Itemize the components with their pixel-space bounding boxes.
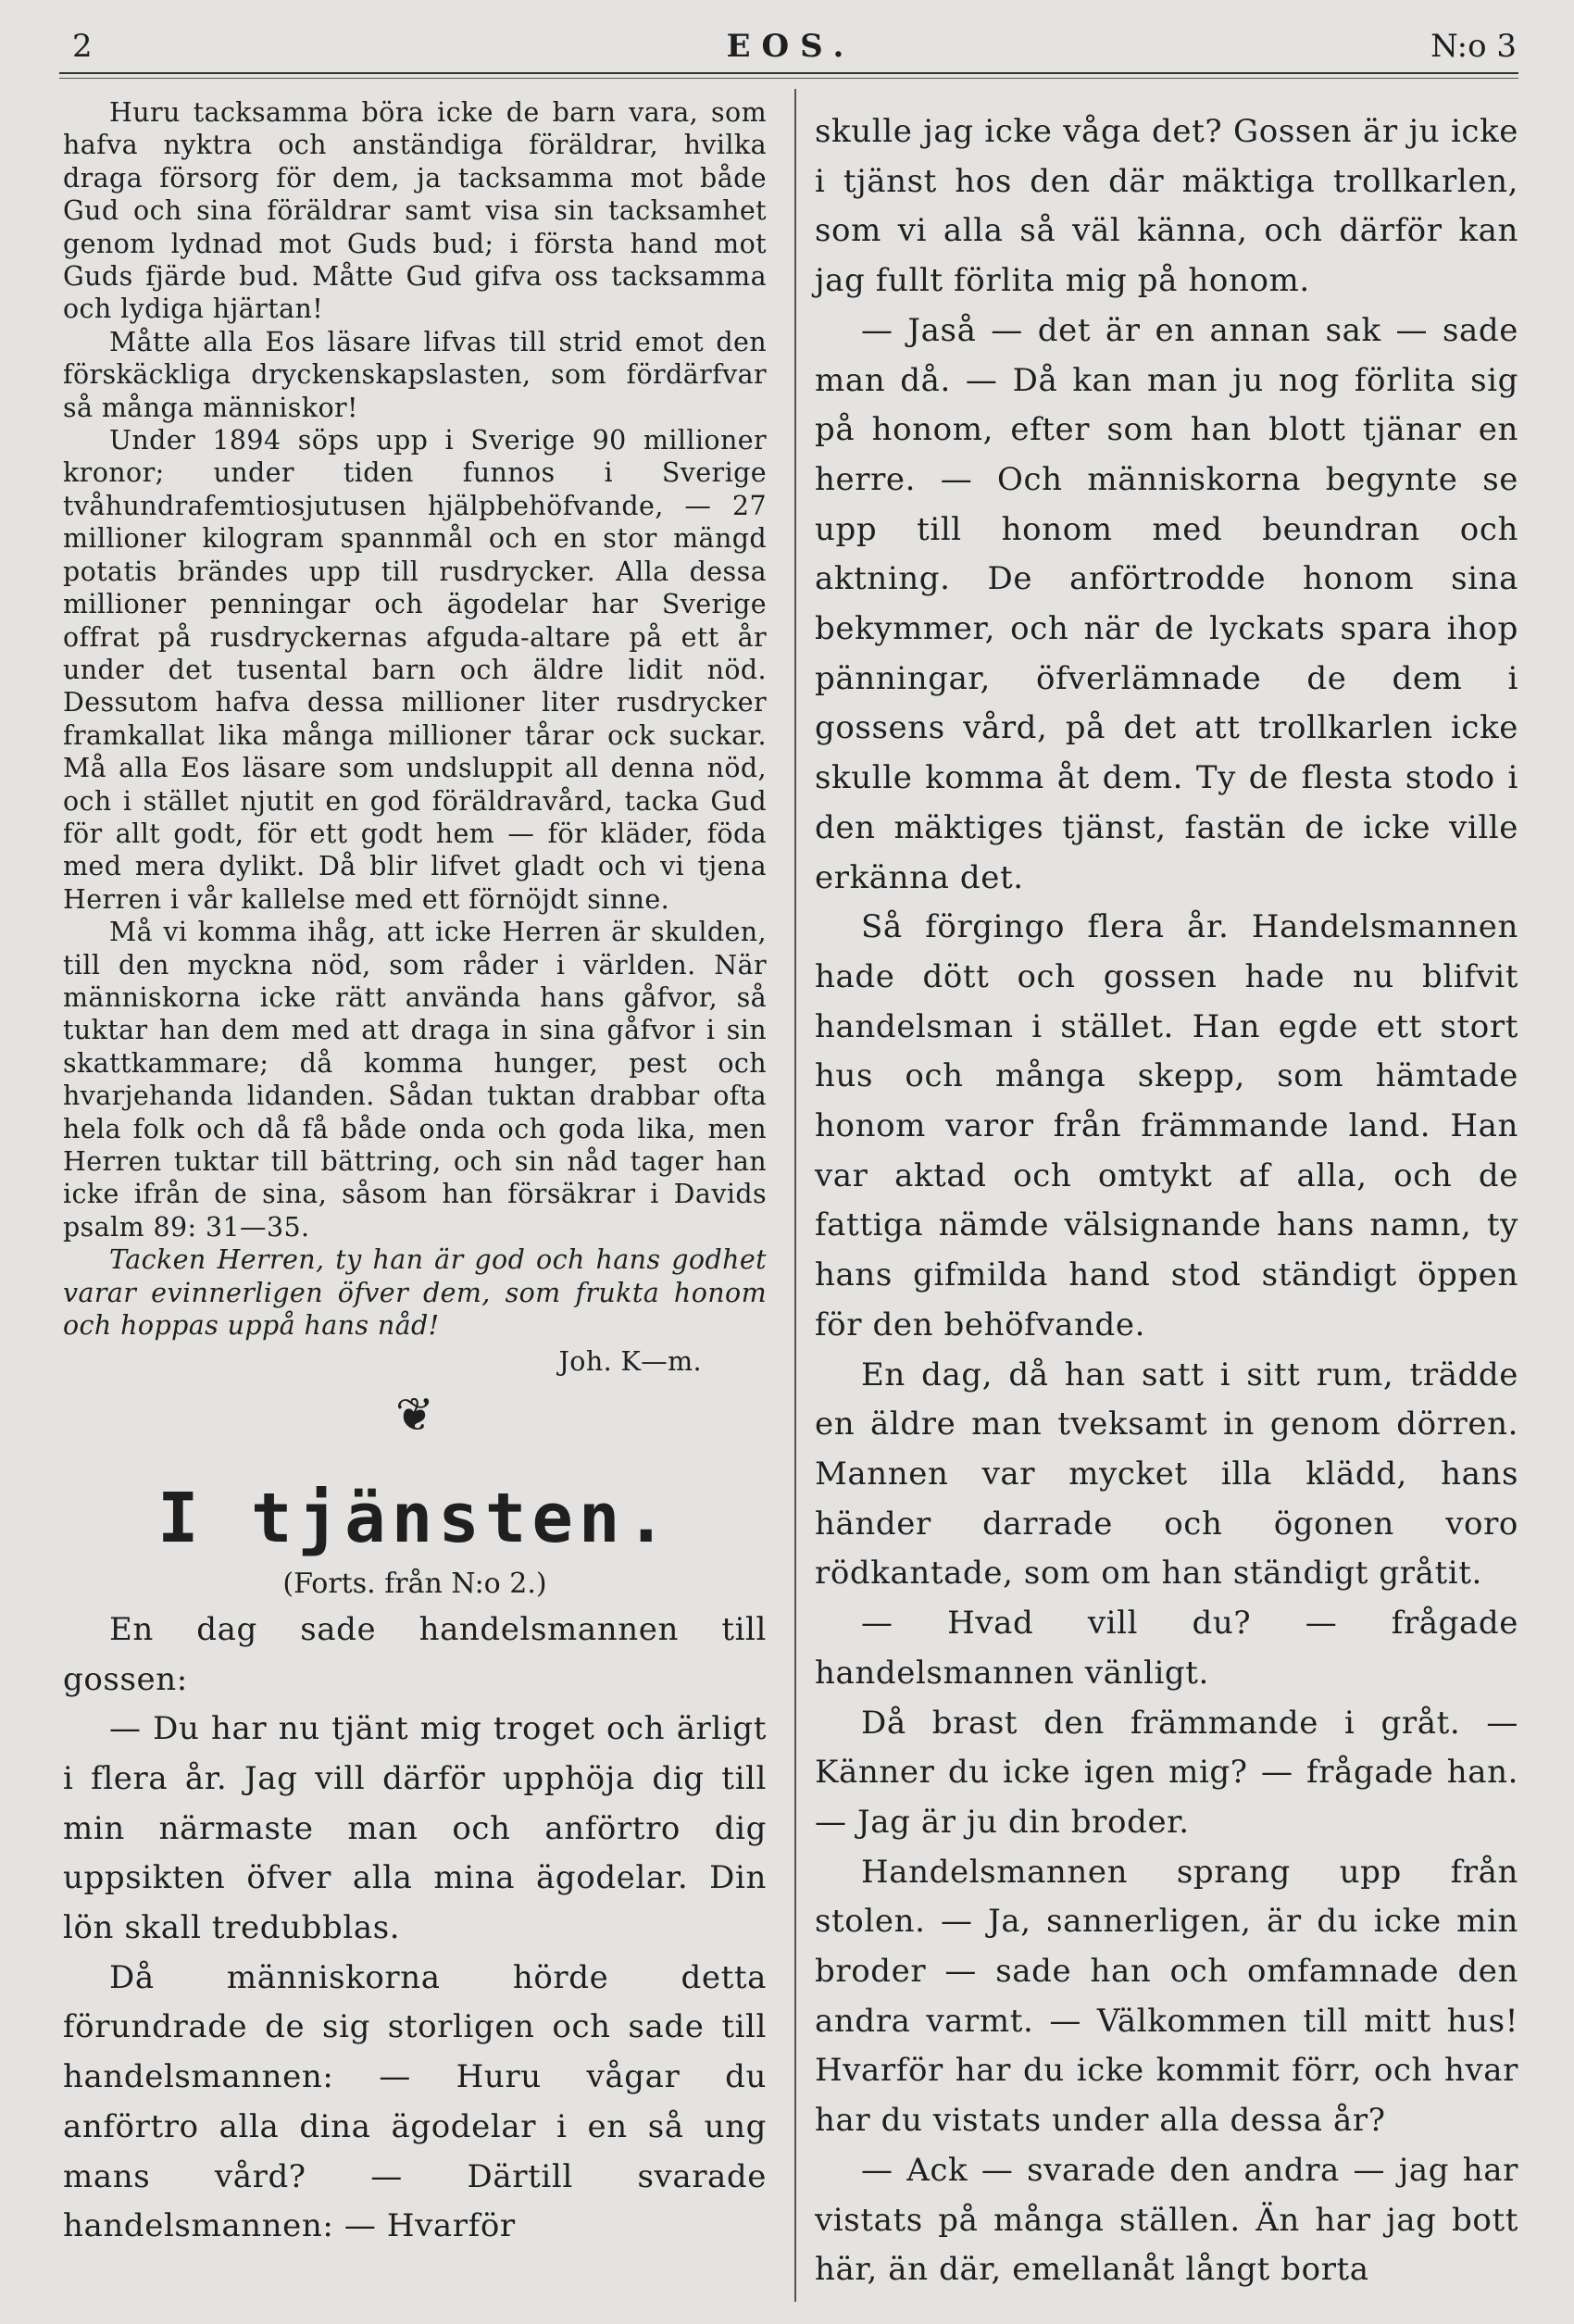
column-divider bbox=[794, 89, 796, 2302]
page-number: 2 bbox=[72, 28, 93, 65]
story-subtitle: (Forts. från N:o 2.) bbox=[282, 1567, 547, 1600]
left-column bbox=[63, 96, 767, 2252]
story-title: I tjänsten. bbox=[156, 1478, 673, 1558]
page-header bbox=[65, 28, 1517, 65]
paragraph: skulle jag icke våga det? Gossen är ju icke i tjänst hos den där mäktiga trollkarlen, som vi alla så väl känna, och därför kan jag fullt förlita mig på honom. bbox=[815, 113, 1518, 300]
header-rule bbox=[59, 72, 1518, 74]
paragraph: — Ack — svarade den andra — jag har vistats på många ställen. Än har jag bott här, än där, emellanåt långt borta bbox=[815, 2151, 1518, 2289]
paragraph: Huru tacksamma böra icke de barn vara, som hafva nyktra och anständiga föräldrar, hvilka draga försorg för dem, ja tacksamma mot både Gud och sina föräldrar samt visa sin tacksamhet genom lydnad mot Guds bud; i första hand mot Guds fjärde bud. Måtte Gud gifva oss tacksamma och lydiga hjärtan! bbox=[63, 97, 767, 325]
paragraph: Under 1894 söps upp i Sverige 90 millioner kronor; under tiden funnos i Sverige tvåhundrafemtiosjutusen hjälpbehöfvande, — 27 millioner kilogram spannmål och en stor mängd potatis brändes upp till rusdrycker. Alla dessa millioner penningar och ägodelar har Sverige offrat på rusdryckernas afguda-altare på ett år under det tusental barn och äldre lidit nöd. Dessutom hafva dessa millioner liter rusdrycker framkallat lika många millioner tårar ock suckar. Må alla Eos läsare som undsluppit all denna nöd, och i stället njutit en god föräldravård, tacka Gud för allt godt, för ett godt hem — för kläder, föda med mera dylikt. Då blir lifvet gladt och vi tjena Herren i vår kallelse med ett förnöjdt sinne. bbox=[63, 425, 767, 915]
paragraph: — Jaså — det är en annan sak — sade man då. — Då kan man ju nog förlita sig på honom, efter som han blott tjänar en herre. — Och människorna begynte se upp till honom med beundran och aktning. De anförtrodde honom sina bekymmer, och när de lyckats spara ihop pänningar, öfverlämnade de dem i gossens vård, på det att trollkarlen icke skulle komma åt dem. Ty de flesta stodo i den mäktiges tjänst, fastän de icke ville erkänna det. bbox=[815, 311, 1518, 896]
header-rule-thin bbox=[59, 78, 1518, 79]
story-body-right bbox=[815, 107, 1518, 2295]
paragraph: Då människorna hörde detta förundrade de sig storligen och sade till handelsmannen: — Huru vågar du anförtro alla dina ägodelar i en så ung mans vård? — Därtill svarade handelsmannen: — Hvarför bbox=[63, 1958, 767, 2245]
issue-number: N:o 3 bbox=[1430, 28, 1517, 65]
signature: Joh. K—m. bbox=[558, 1346, 702, 1378]
story-body-left bbox=[63, 1606, 767, 2252]
masthead: EOS. bbox=[726, 28, 856, 65]
paragraph: En dag, då han satt i sitt rum, trädde en äldre man tveksamt in genom dörren. Mannen var mycket illa klädd, hans händer darrade och ögonen voro rödkantade, som om han ständigt gråtit. bbox=[815, 1356, 1518, 1593]
paragraph: Då brast den främmande i gråt. — Känner du icke igen mig? — frågade han. — Jag är ju din broder. bbox=[815, 1704, 1518, 1841]
paragraph: — Hvad vill du? — frågade handelsmannen vänligt. bbox=[815, 1605, 1518, 1692]
paragraph: Må vi komma ihåg, att icke Herren är skulden, till den myckna nöd, som råder i världen. När människorna icke rätt använda hans gåfvor, så tuktar han dem med att draga in sina gåfvor i sin skattkammare; då komma hunger, pest och hvarjehanda lidanden. Sådan tuktan drabbar ofta hela folk och då få både onda och goda lika, men Herren tuktar till bättring, och sin nåd tager han icke ifrån de sina, såsom han försäkrar i Davids psalm 89: 31—35. bbox=[63, 917, 767, 1243]
paragraph: En dag sade handelsmannen till gossen: bbox=[63, 1610, 767, 1698]
paragraph: — Du har nu tjänt mig troget och ärligt i flera år. Jag vill därför upphöja dig till min närmaste man och anförtro dig uppsikten öfver alla mina ägodelar. Din lön skall tredubblas. bbox=[63, 1710, 767, 1947]
paragraph: Måtte alla Eos läsare lifvas till strid emot den förskäckliga dryckenskapslasten, som fördärfvar så många människor! bbox=[63, 326, 767, 423]
paragraph: Handelsmannen sprang upp från stolen. — Ja, sannerligen, är du icke min broder — sade han och omfamnade den andra varmt. — Välkommen till mitt hus! Hvarför har du icke kommit förr, och hvar har du vistats under alla dessa år? bbox=[815, 1853, 1518, 2140]
paragraph: Så förgingo flera år. Handelsmannen hade dött och gossen hade nu blifvit handelsman i stället. Han egde ett stort hus och många skepp, som hämtade honom varor från främmande land. Han var aktad och omtykt af alla, och de fattiga nämde välsignande hans namn, ty hans gifmilda hand stod ständigt öppen för den behöfvande. bbox=[815, 908, 1518, 1343]
verse-quote: Tacken Herren, ty han är god och hans godhet varar evinnerligen öfver dem, som frukta honom och hoppas uppå hans nåd! bbox=[63, 1244, 767, 1342]
article-body bbox=[63, 96, 767, 1379]
fleuron-icon: ❦ bbox=[395, 1387, 434, 1442]
right-column bbox=[815, 107, 1518, 2295]
